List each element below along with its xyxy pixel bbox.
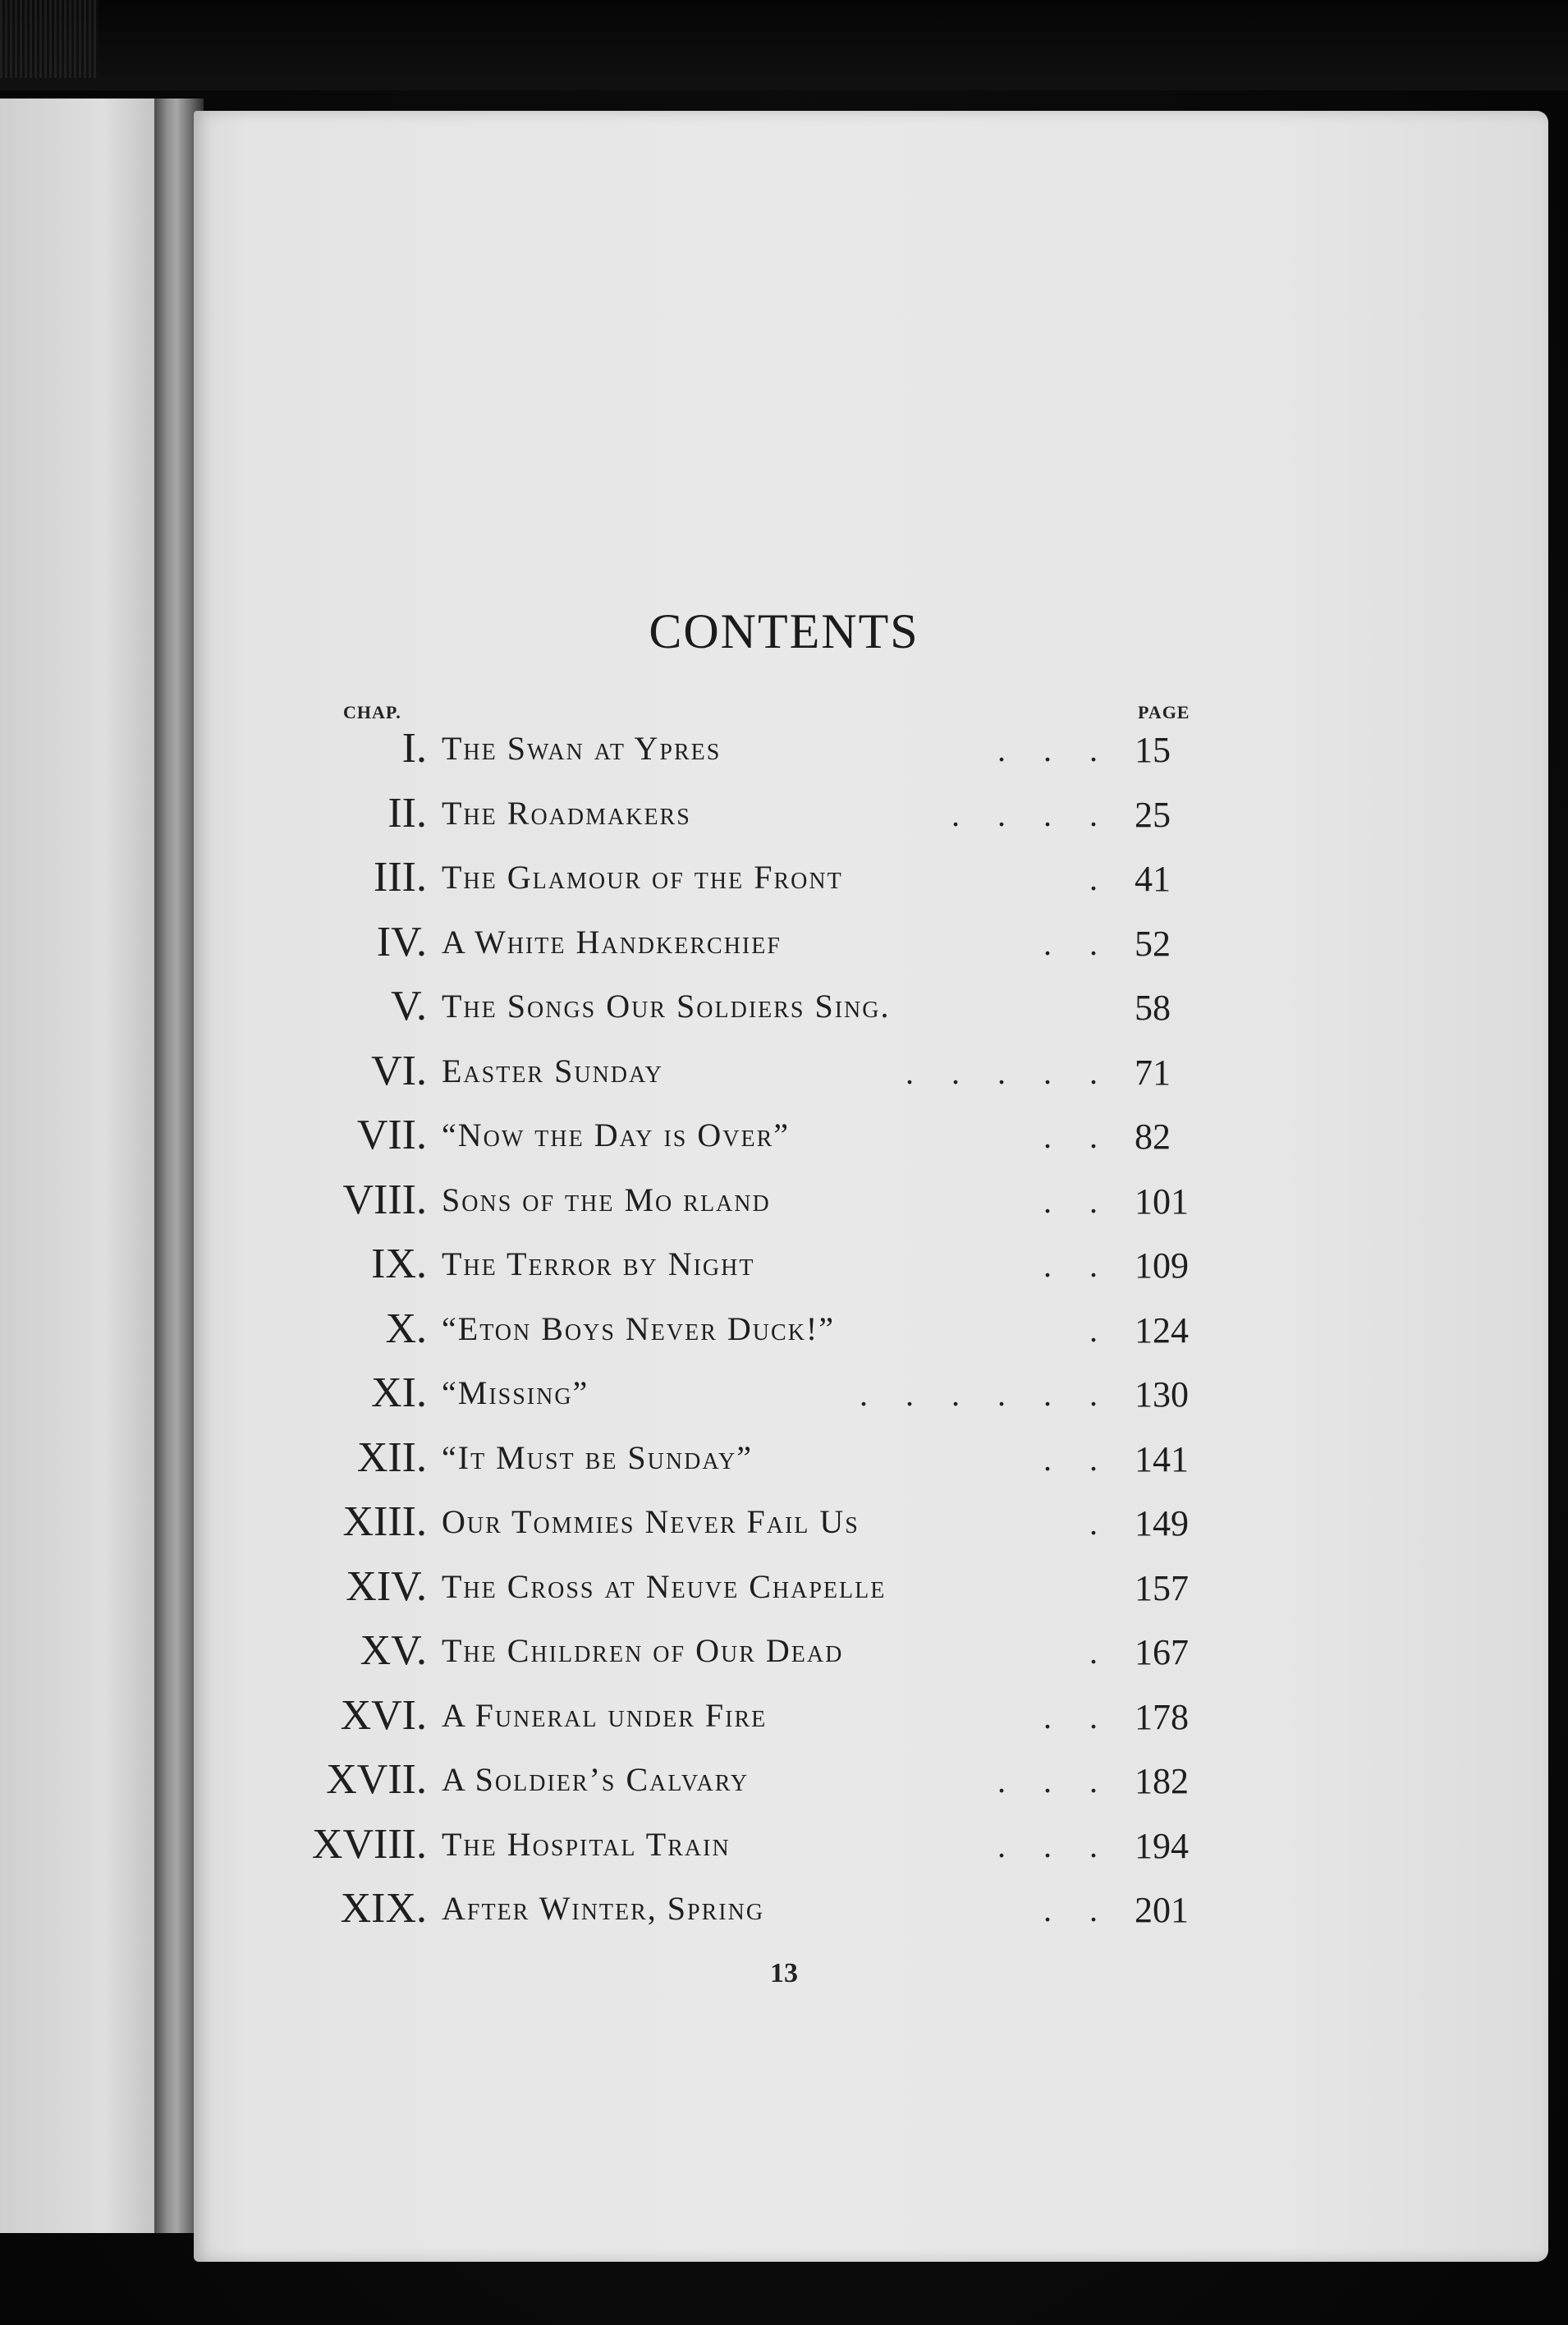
- chapter-page-number: 109: [1135, 1245, 1189, 1286]
- toc-entry: [0, 1562, 1568, 1621]
- toc-entry: [0, 1111, 1568, 1170]
- toc-entry: [0, 1884, 1568, 1943]
- chapter-page-number: 58: [1135, 988, 1171, 1028]
- chapter-number: XV.: [360, 1627, 427, 1674]
- toc-entry: [0, 1240, 1568, 1299]
- chapter-number: VIII.: [342, 1176, 427, 1223]
- dot-leader: . .: [1043, 1892, 1112, 1928]
- toc-entry: [0, 1176, 1568, 1235]
- chapter-title: The Terror by Night: [442, 1245, 755, 1282]
- chapter-page-number: 149: [1135, 1503, 1189, 1543]
- chapter-page-number: 124: [1135, 1309, 1189, 1351]
- chapter-title: A White Handkerchief: [442, 923, 782, 961]
- scan-top-edge: [0, 0, 1568, 90]
- chapter-page-number: 182: [1135, 1761, 1189, 1801]
- dot-leader: . . . .: [951, 796, 1112, 833]
- chapter-number: I.: [401, 725, 427, 772]
- chapter-number: II.: [387, 789, 427, 837]
- chapter-page-number: 15: [1135, 730, 1171, 770]
- chapter-page-number: 157: [1135, 1567, 1189, 1608]
- dot-leader: . . . . . .: [860, 1376, 1112, 1413]
- toc-entry: [0, 918, 1568, 977]
- dot-leader: . . .: [997, 1763, 1112, 1800]
- chapter-title: The Glamour of the Front: [442, 859, 843, 896]
- dot-leader: .: [1089, 860, 1112, 897]
- toc-entry: [0, 1755, 1568, 1814]
- chapter-number: III.: [374, 854, 427, 901]
- toc-entry: [0, 982, 1568, 1041]
- chapter-page-number: 52: [1135, 923, 1171, 964]
- chapter-title: A Soldier’s Calvary: [442, 1761, 750, 1798]
- chapter-title: A Funeral under Fire: [442, 1696, 768, 1734]
- chapter-page-number: 130: [1135, 1374, 1189, 1415]
- page-number: 13: [770, 1958, 798, 1988]
- chapter-page-number: 167: [1135, 1632, 1189, 1672]
- chapter-page-number: 41: [1135, 859, 1171, 899]
- toc-entry: [0, 853, 1568, 912]
- dot-leader: .: [1089, 1311, 1112, 1349]
- dot-leader: . .: [1043, 1698, 1112, 1736]
- chapter-number: X.: [385, 1305, 427, 1352]
- chapter-title: “Missing”: [442, 1374, 589, 1411]
- toc-entry: [0, 1626, 1568, 1685]
- toc-entry: [0, 1691, 1568, 1750]
- chapter-number: XII.: [356, 1433, 427, 1481]
- chapter-title: The Roadmakers: [442, 794, 691, 832]
- toc-entry: [0, 1047, 1568, 1106]
- chapter-page-number: 178: [1135, 1696, 1189, 1737]
- dot-leader: . . .: [997, 731, 1112, 768]
- dot-leader: . . . . .: [905, 1053, 1112, 1091]
- toc-entry: [0, 1369, 1568, 1428]
- toc-entry: [0, 724, 1568, 783]
- dot-leader: . .: [1043, 1182, 1112, 1220]
- dot-leader: .: [1089, 1505, 1112, 1542]
- dot-leader: . .: [1043, 1440, 1112, 1478]
- dot-leader: . . .: [997, 1827, 1112, 1864]
- chapter-title: The Swan at Ypres: [442, 730, 722, 767]
- dot-leader: . .: [1043, 924, 1112, 962]
- chapter-number: XVIII.: [311, 1820, 427, 1868]
- chapter-column-header: CHAP.: [343, 702, 401, 722]
- chapter-number: V.: [391, 983, 427, 1030]
- toc-entry: [0, 1433, 1568, 1493]
- chapter-number: XVII.: [326, 1756, 427, 1803]
- chapter-title: Easter Sunday: [442, 1052, 663, 1089]
- chapter-number: VII.: [356, 1112, 427, 1158]
- chapter-number: VI.: [371, 1047, 427, 1094]
- chapter-number: XI.: [371, 1369, 427, 1416]
- chapter-number: IV.: [376, 918, 427, 965]
- toc-entry: [0, 1497, 1568, 1557]
- chapter-title: The Songs Our Soldiers Sing.: [442, 988, 891, 1025]
- chapter-title: The Cross at Neuve Chapelle: [442, 1567, 887, 1605]
- scan-noise: [0, 0, 99, 78]
- dot-leader: . .: [1043, 1247, 1112, 1284]
- chapter-number: IX.: [371, 1240, 427, 1287]
- chapter-title: Sons of the Mo rland: [442, 1181, 771, 1218]
- dot-leader: .: [1089, 1634, 1112, 1671]
- chapter-page-number: 141: [1135, 1438, 1189, 1479]
- chapter-page-number: 201: [1135, 1890, 1189, 1930]
- chapter-title: “It Must be Sunday”: [442, 1438, 753, 1476]
- toc-entry: [0, 1820, 1568, 1879]
- toc-entry: [0, 789, 1568, 848]
- chapter-number: XIV.: [346, 1562, 427, 1610]
- chapter-number: XIX.: [340, 1885, 427, 1932]
- chapter-title: The Hospital Train: [442, 1825, 731, 1863]
- chapter-page-number: 82: [1135, 1117, 1171, 1157]
- chapter-number: XVI.: [340, 1691, 427, 1739]
- chapter-title: “Now the Day is Over”: [442, 1117, 791, 1153]
- chapter-page-number: 194: [1135, 1825, 1189, 1866]
- toc-entry: [0, 1305, 1568, 1364]
- chapter-number: XIII.: [342, 1498, 427, 1545]
- chapter-title: After Winter, Spring: [442, 1890, 765, 1927]
- dot-leader: . .: [1043, 1118, 1112, 1155]
- chapter-page-number: 71: [1135, 1052, 1171, 1093]
- page-column-header: PAGE: [1138, 702, 1190, 722]
- chapter-page-number: 25: [1135, 794, 1171, 835]
- chapter-page-number: 101: [1135, 1181, 1189, 1222]
- chapter-title: Our Tommies Never Fail Us: [442, 1503, 860, 1540]
- chapter-title: “Eton Boys Never Duck!”: [442, 1309, 835, 1347]
- chapter-title: The Children of Our Dead: [442, 1632, 844, 1669]
- contents-heading: CONTENTS: [649, 604, 919, 658]
